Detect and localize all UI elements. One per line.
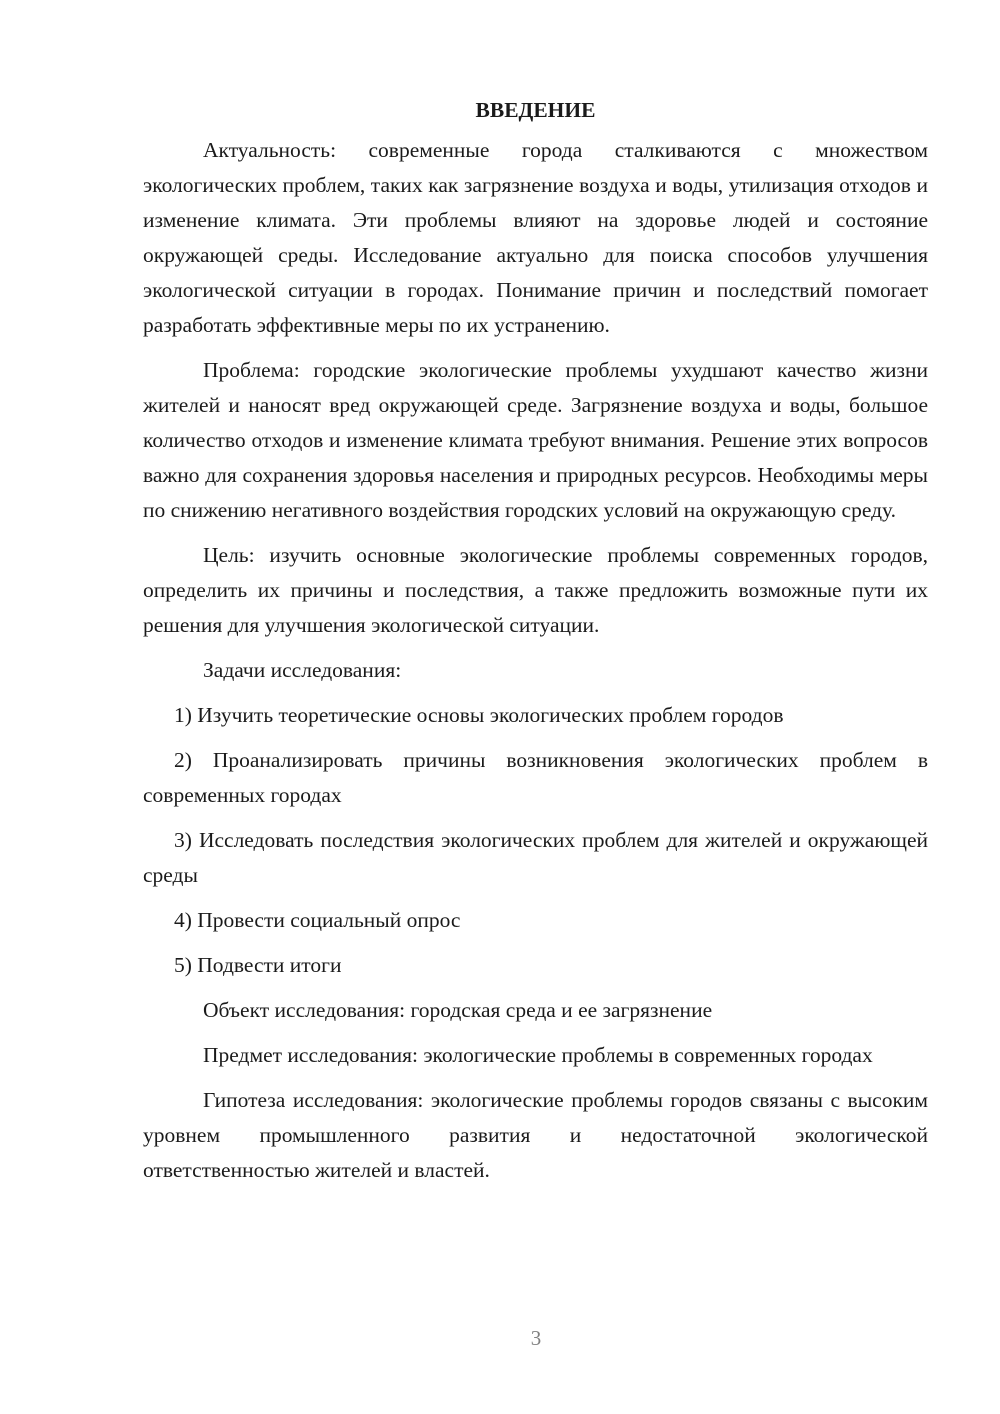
paragraph-subject: Предмет исследования: экологические проблемы в современных городах — [203, 1043, 873, 1067]
page-content — [143, 96, 928, 1198]
page-number: 3 — [530, 1326, 542, 1350]
section-title: ВВЕДЕНИЕ — [475, 98, 596, 122]
task-item-1: 1) Изучить теоретические основы экологических проблем городов — [174, 703, 784, 727]
paragraph-object: Объект исследования: городская среда и ее загрязнение — [203, 998, 713, 1022]
paragraph-relevance: Актуальность: современные города сталкиваются с множеством экологических проблем, таких как загрязнение воздуха и воды, утилизация отходов и изменение климата. Эти проблемы влияют на здоровье людей и состояние окружающей среды. Исследование актуально для поиска способов улучшения экологической ситуации в городах. Понимание причин и последствий помогает разработать эффективные меры по их устранению. — [143, 138, 928, 337]
task-item-3: 3) Исследовать последствия экологических проблем для жителей и окружающей среды — [143, 828, 928, 887]
task-item-2: 2) Проанализировать причины возникновения экологических проблем в современных городах — [143, 748, 928, 807]
paragraph-hypothesis: Гипотеза исследования: экологические проблемы городов связаны с высоким уровнем промышленного развития и недостаточной экологической ответственностью жителей и властей. — [143, 1088, 928, 1182]
paragraph-problem: Проблема: городские экологические проблемы ухудшают качество жизни жителей и наносят вред окружающей среде. Загрязнение воздуха и воды, большое количество отходов и изменение климата требуют внимания. Решение этих вопросов важно для сохранения здоровья населения и природных ресурсов. Необходимы меры по снижению негативного воздействия городских условий на окружающую среду. — [143, 358, 928, 522]
tasks-heading: Задачи исследования: — [203, 658, 402, 682]
task-item-4: 4) Провести социальный опрос — [174, 908, 461, 932]
paragraph-goal: Цель: изучить основные экологические проблемы современных городов, определить их причины и последствия, а также предложить возможные пути их решения для улучшения экологической ситуации. — [143, 543, 928, 637]
task-item-5: 5) Подвести итоги — [174, 953, 342, 977]
